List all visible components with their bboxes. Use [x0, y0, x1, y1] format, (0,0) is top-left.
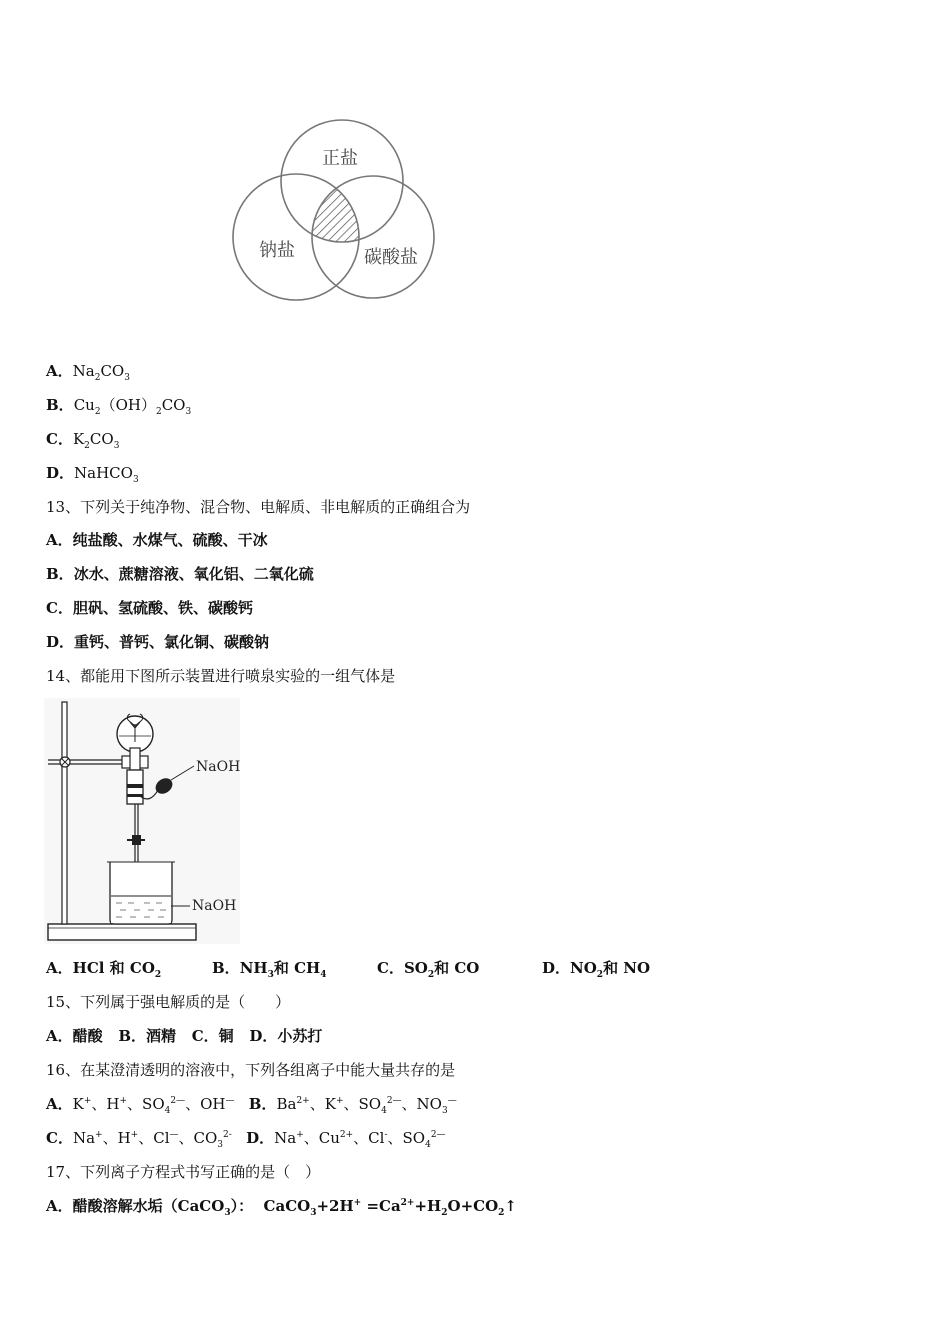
- option-text: ）：: [230, 1197, 254, 1215]
- fountain-apparatus-figure: [44, 698, 244, 946]
- equation: [263, 1197, 517, 1218]
- ion-list-d: Na+、$Cu^{2+}$、Cl-、$SO_4^{2—}$: [274, 1129, 446, 1150]
- option-letter: B．: [46, 565, 74, 583]
- formula-sub: 2: [596, 970, 604, 980]
- option-letter: C．: [377, 959, 404, 977]
- option-letter: D．: [246, 1129, 275, 1147]
- option-text: 胆矾、氢硫酸、铁、碳酸钙: [72, 599, 253, 617]
- option-text: 和 CH: [273, 959, 321, 977]
- q16-options-ab: [46, 1094, 457, 1114]
- formula-sub: 2: [154, 970, 162, 980]
- option-text: 小苏打: [277, 1027, 323, 1045]
- option-text: NH: [239, 959, 268, 977]
- q13-option-b: [46, 564, 314, 584]
- eq-sub: 2: [498, 1208, 505, 1218]
- option-letter: D．: [46, 464, 75, 482]
- option-text: 醋酸溶解水垢（CaCO: [72, 1197, 225, 1215]
- q14-stem: 14、都能用下图所示装置进行喷泉实验的一组气体是: [46, 667, 396, 685]
- q13-option-a: [46, 530, 268, 550]
- option-letter: A．: [46, 959, 73, 977]
- stand-rod: [62, 702, 67, 924]
- option-letter: A．: [46, 362, 73, 380]
- eq-part: +2H: [316, 1197, 354, 1215]
- venn-label-top: 正盐: [322, 148, 358, 169]
- option-text: 冰水、蔗糖溶液、氧化铝、二氧化硫: [73, 565, 314, 583]
- formula-sub: 2: [427, 970, 435, 980]
- q14-option-c: [377, 958, 479, 978]
- q16-stem: 16、在某澄清透明的溶液中，下列各组离子中能大量共存的是: [46, 1061, 456, 1079]
- beaker-liquid: [111, 896, 171, 923]
- option-text: HCl 和 CO: [72, 959, 155, 977]
- option-letter: B．: [118, 1027, 147, 1045]
- eq-part: CaCO: [263, 1197, 311, 1215]
- option-text: 和 CO: [434, 959, 480, 977]
- option-letter: D．: [249, 1027, 278, 1045]
- stand-base: [48, 924, 196, 940]
- ion-list-c: Na+、H+、Cl—、$CO_3^{2-}$: [72, 1129, 232, 1150]
- formula-part: CO: [100, 362, 125, 380]
- option-text: 酒精: [146, 1027, 177, 1045]
- formula-sub: 3: [224, 1208, 231, 1218]
- option-letter: C．: [191, 1027, 219, 1045]
- formula-sub: 2: [94, 373, 101, 383]
- formula-sub: 4: [320, 970, 327, 980]
- q16-options-cd: [46, 1128, 446, 1148]
- formula-sub: 3: [124, 373, 130, 383]
- option-text: 和 NO: [603, 959, 651, 977]
- eq-sub: 3: [310, 1208, 317, 1218]
- formula-part: Na: [72, 362, 95, 380]
- formula-part: （OH）: [100, 396, 156, 414]
- eq-sup: +: [353, 1198, 362, 1208]
- option-text: 重钙、普钙、氯化铜、碳酸钠: [74, 633, 270, 651]
- formula-sub: 3: [185, 407, 192, 417]
- option-letter: C．: [46, 430, 73, 448]
- eq-part: =Ca: [361, 1197, 401, 1215]
- formula-part: K: [72, 430, 85, 448]
- q17-stem: 17、下列离子方程式书写正确的是（ ）: [46, 1163, 321, 1181]
- eq-part: O+CO: [447, 1197, 499, 1215]
- option-letter: A．: [46, 1027, 73, 1045]
- option-text: 铜: [218, 1027, 234, 1045]
- eq-part: +H: [414, 1197, 442, 1215]
- q12-option-d: [46, 463, 139, 483]
- option-text: 醋酸: [72, 1027, 103, 1045]
- q17-option-a: [46, 1196, 517, 1216]
- q14-option-b: [212, 958, 326, 978]
- ion-list-a: K+、H+、$SO_4^{2—}$、OH—: [72, 1095, 235, 1116]
- formula-part: CO: [89, 430, 114, 448]
- venn-label-left: 钠盐: [259, 240, 295, 261]
- formula-sub: 3: [267, 970, 274, 980]
- formula-sub: 2: [155, 407, 162, 417]
- q13-option-c: [46, 598, 253, 618]
- eq-sub: 2: [441, 1208, 448, 1218]
- option-letter: B．: [248, 1095, 277, 1113]
- option-letter: B．: [46, 396, 74, 414]
- q12-option-c: [46, 429, 119, 449]
- option-letter: A．: [46, 1197, 73, 1215]
- option-letter: A．: [46, 531, 73, 549]
- venn-diagram: [230, 118, 440, 304]
- option-letter: C．: [46, 1129, 73, 1147]
- formula-part: Cu: [73, 396, 95, 414]
- option-text: SO: [403, 959, 428, 977]
- q13-stem: 13、下列关于纯净物、混合物、电解质、非电解质的正确组合为: [46, 498, 471, 516]
- formula-sub: 2: [84, 441, 90, 451]
- q12-option-a: [46, 361, 130, 381]
- option-letter: A．: [46, 1095, 73, 1113]
- naoh-label-top: NaOH: [196, 759, 241, 775]
- formula-sub: 3: [113, 441, 120, 451]
- naoh-label-bottom: NaOH: [192, 898, 237, 914]
- q14-option-a: [46, 958, 161, 978]
- option-letter: D．: [542, 959, 571, 977]
- q15-stem: 15、下列属于强电解质的是（ ）: [46, 993, 291, 1011]
- option-letter: B．: [212, 959, 240, 977]
- venn-label-right: 碳酸盐: [364, 247, 418, 268]
- q13-option-d: [46, 632, 269, 652]
- formula-sub: 2: [94, 407, 101, 417]
- option-letter: D．: [46, 633, 75, 651]
- option-text: 纯盐酸、水煤气、硫酸、干冰: [72, 531, 268, 549]
- q14-option-d: [542, 958, 650, 978]
- eq-part: ↑: [504, 1197, 517, 1215]
- option-text: NO: [570, 959, 597, 977]
- formula-part: CO: [161, 396, 186, 414]
- q12-option-b: [46, 395, 191, 415]
- formula-part: NaHCO: [74, 464, 133, 482]
- q15-options: [46, 1026, 322, 1046]
- eq-sup: 2+: [400, 1198, 415, 1208]
- option-letter: C．: [46, 599, 73, 617]
- ion-list-b: $Ba^{2+}$、K+、$SO_4^{2—}$、$NO_3^—$: [276, 1095, 457, 1116]
- formula-sub: 3: [132, 475, 139, 485]
